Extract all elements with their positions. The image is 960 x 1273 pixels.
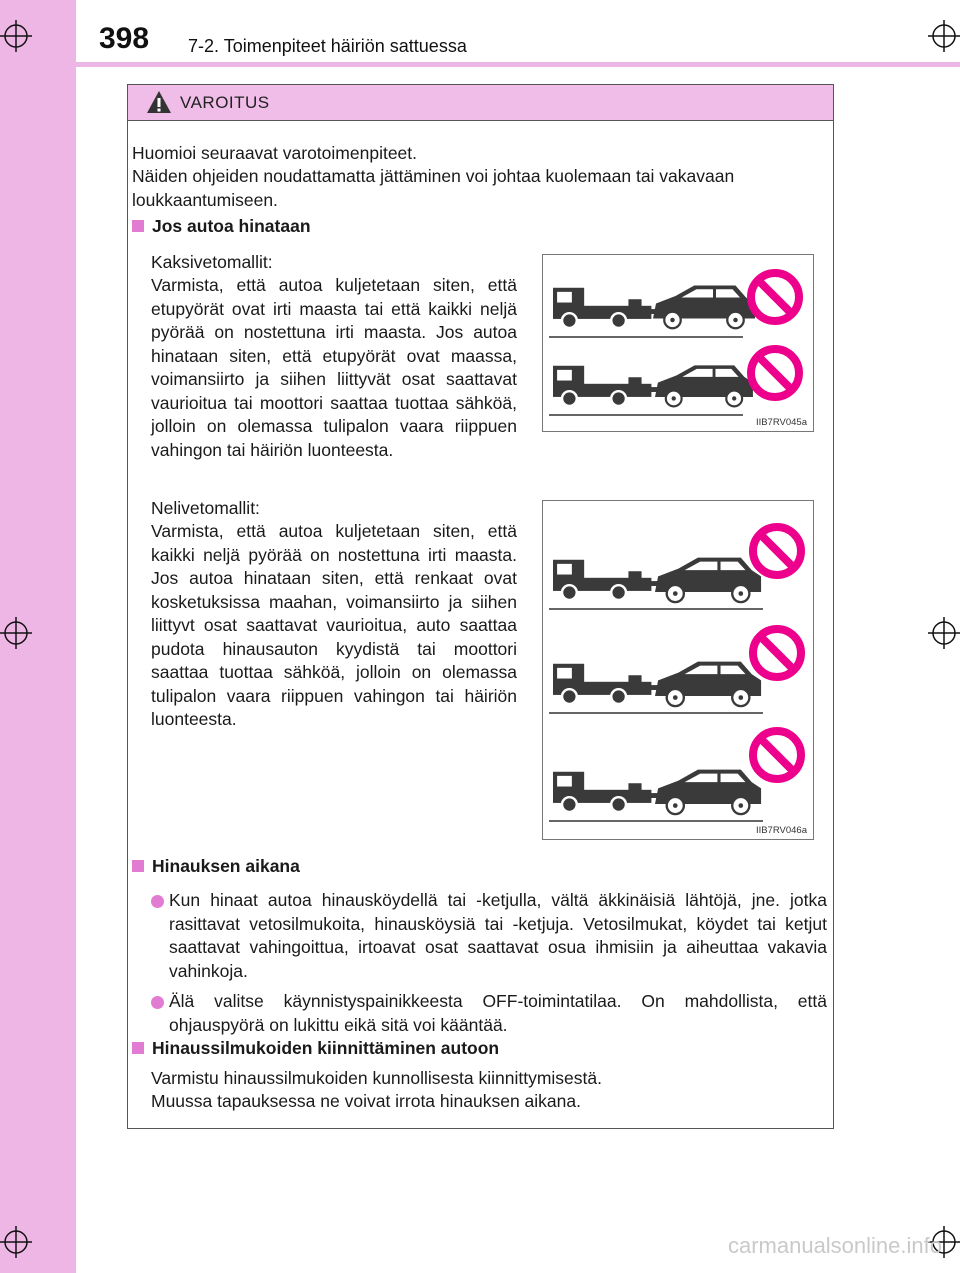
towing-heading-text: Jos autoa hinataan [152,216,311,236]
during-towing-bullet: Älä valitse käynnistyspainikkeesta OFF-toimintatilaa. On mahdollista, että ohjauspyörä on lukittu eikä sitä voi kääntää. [169,991,827,1035]
tow-illustration-icon [543,501,813,839]
two-wheel-title: Kaksivetomallit: [151,252,273,272]
warning-triangle-icon [146,90,172,114]
crop-mark-icon [0,1226,32,1258]
two-wheel-tow-figure [542,254,814,432]
round-bullet-icon [151,996,164,1009]
warning-box [127,84,834,1129]
crop-mark-icon [0,617,32,649]
page-number: 398 [99,22,150,55]
square-bullet-icon [132,860,144,872]
during-towing-heading-text: Hinauksen aikana [152,856,300,876]
towing-heading [132,216,311,237]
warning-label: VAROITUS [180,93,270,112]
warning-intro-line: Näiden ohjeiden noudattamatta jättäminen voi johtaa kuolemaan tai vakavaan loukkaantumiseen. [132,166,735,210]
crop-mark-icon [928,20,960,52]
two-wheel-text: Varmista, että autoa kuljetetaan siten, että etupyörät ovat irti maasta tai että kaikki neljä pyörää on nostettuna irti maasta. Jos autoa hinataan siten, että etupyörät ovat maassa, voimansiirto ja siihen liittyvät osat saattavat vaurioitua tai moottori saattaa tuottaa sähköä, jolloin on olemassa tulipalon vaara riippuen vahingon tai häiriön luonteesta. [151,275,517,460]
eyelet-heading [132,1038,499,1059]
crop-mark-icon [928,617,960,649]
during-towing-bullet: Kun hinaat autoa hinausköydellä tai -ketjulla, vältä äkkinäisiä lähtöjä, jne. jotka rasittavat vetosilmukoita, hinausköysiä tai -ketjuja. Vetosilmukat, köydet tai ketjut saattavat vahingoittua, irtoavat osat saattavat osua ihmisiin ja aiheuttaa vakavia vahinkoja. [169,890,827,981]
header-rule [76,62,960,67]
warning-header [128,85,833,121]
square-bullet-icon [132,220,144,232]
eyelet-text-line: Muussa tapauksessa ne voivat irrota hinauksen aikana. [151,1091,581,1111]
tow-illustration-icon [543,255,813,431]
warning-intro-line: Huomioi seuraavat varotoimenpiteet. [132,143,418,163]
crop-mark-icon [0,20,32,52]
four-wheel-text: Varmista, että autoa kuljetetaan siten, että kaikki neljä pyörää on nostettuna irti maasta. Jos autoa hinataan siten, että renkaat ovat kosketuksissa maahan, voimansiirto ja siihen liittyvt osat saattavat vaurioitua, auto saattaa pudota hinausauton kyydistä tai moottori saattaa tuottaa sähköä, jolloin on olemassa tulipalon vaara riippuen vahingon tai häiriön luonteesta. [151,521,517,729]
section-title: 7-2. Toimenpiteet häiriön sattuessa [188,36,467,56]
eyelet-heading-text: Hinaussilmukoiden kiinnittäminen autoon [152,1038,500,1058]
four-wheel-tow-figure [542,500,814,840]
four-wheel-title: Nelivetomallit: [151,498,260,518]
figure-code: IIB7RV046a [755,825,807,836]
watermark: carmanualsonline.info [727,1233,942,1258]
figure-code: IIB7RV045a [755,417,807,428]
round-bullet-icon [151,895,164,908]
during-towing-heading [132,856,300,877]
square-bullet-icon [132,1042,144,1054]
eyelet-text-line: Varmistu hinaussilmukoiden kunnollisesta kiinnittymisestä. [151,1068,602,1088]
